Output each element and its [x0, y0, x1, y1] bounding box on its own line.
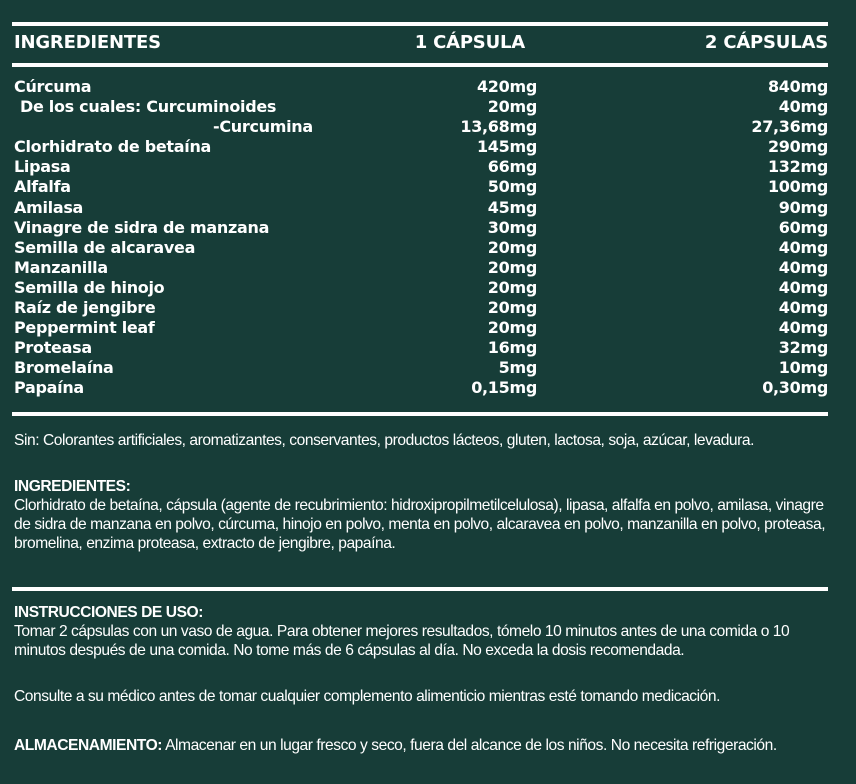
table-row — [14, 117, 828, 137]
table-row — [14, 97, 828, 117]
amount-one-capsule: 16mg — [487, 338, 537, 358]
table-row — [14, 338, 828, 358]
table-row — [14, 358, 828, 378]
ingredient-name: Peppermint leaf — [14, 318, 155, 338]
table-row — [14, 238, 828, 258]
amount-one-capsule: 66mg — [487, 157, 537, 177]
amount-two-capsules: 10mg — [778, 358, 828, 378]
ingredients-section — [14, 477, 836, 553]
section-divider — [12, 587, 828, 591]
ingredients-label: INGREDIENTES: — [14, 478, 131, 495]
top-divider — [12, 22, 828, 26]
ingredient-name: De los cuales: Curcuminoides — [20, 97, 277, 117]
header-ingredient: INGREDIENTES — [14, 32, 161, 53]
ingredient-name: Vinagre de sidra de manzana — [14, 217, 270, 237]
table-row — [14, 378, 828, 398]
header-two-capsules: 2 CÁPSULAS — [704, 32, 828, 53]
amount-two-capsules: 0,30mg — [762, 378, 828, 398]
ingredient-name: Lipasa — [14, 157, 71, 177]
free-from-text: Sin: Colorantes artificiales, aromatizantes, conservantes, productos lácteos, gluten, lactosa, soja, azúcar, levadura. — [14, 432, 754, 449]
ingredient-name: Raíz de jengibre — [14, 298, 156, 318]
ingredients-table — [14, 77, 828, 399]
amount-two-capsules: 40mg — [778, 298, 828, 318]
table-row — [14, 77, 828, 97]
header-one-capsule: 1 CÁPSULA — [414, 32, 525, 53]
amount-two-capsules: 40mg — [778, 277, 828, 297]
amount-one-capsule: 145mg — [476, 137, 537, 157]
ingredient-name: Papaína — [14, 378, 84, 398]
amount-one-capsule: 13,68mg — [460, 117, 537, 137]
amount-one-capsule: 20mg — [487, 257, 537, 277]
amount-two-capsules: 290mg — [767, 137, 828, 157]
table-bottom-divider — [12, 412, 828, 416]
amount-one-capsule: 5mg — [498, 358, 537, 378]
amount-one-capsule: 420mg — [476, 77, 537, 96]
amount-two-capsules: 90mg — [778, 197, 828, 217]
header-divider — [12, 63, 828, 67]
table-row — [14, 157, 828, 177]
table-header — [12, 32, 828, 56]
amount-two-capsules: 60mg — [778, 217, 828, 237]
storage-text: Almacenar en un lugar fresco y seco, fuera del alcance de los niños. No necesita refrigeración. — [165, 737, 777, 754]
amount-one-capsule: 20mg — [487, 277, 537, 297]
storage-label: ALMACENAMIENTO: — [14, 737, 163, 754]
instructions-section — [14, 603, 836, 660]
ingredient-name: Semilla de hinojo — [14, 277, 165, 297]
amount-two-capsules: 40mg — [778, 97, 828, 117]
amount-one-capsule: 20mg — [487, 237, 537, 257]
amount-two-capsules: 840mg — [767, 77, 828, 96]
amount-one-capsule: 45mg — [487, 197, 537, 217]
table-row — [14, 218, 828, 238]
ingredient-name: Proteasa — [14, 338, 92, 358]
ingredient-name: Alfalfa — [14, 177, 71, 197]
amount-two-capsules: 27,36mg — [751, 117, 828, 137]
table-row — [14, 318, 828, 338]
amount-one-capsule: 30mg — [487, 217, 537, 237]
amount-two-capsules: 100mg — [767, 177, 828, 197]
instructions-label: INSTRUCCIONES DE USO: — [14, 604, 203, 621]
amount-two-capsules: 40mg — [778, 237, 828, 257]
ingredient-name: -Curcumina — [213, 117, 313, 137]
table-row — [14, 198, 828, 218]
amount-two-capsules: 40mg — [778, 318, 828, 338]
ingredient-name: Manzanilla — [14, 257, 108, 277]
ingredients-text: Clorhidrato de betaína, cápsula (agente de recubrimiento: hidroxipropilmetilcelulosa), lipasa, alfalfa en polvo, amilasa, vinagre de sidra de manzana en polvo, cúrcuma, hinojo en polvo, menta en polvo, alcaravea en polvo, manzanilla en polvo, proteasa, bromelina, enzima proteasa, extracto de jengibre, papaína. — [14, 497, 826, 552]
ingredient-name: Cúrcuma — [14, 77, 92, 96]
amount-one-capsule: 20mg — [487, 97, 537, 117]
table-row — [14, 137, 828, 157]
amount-one-capsule: 20mg — [487, 298, 537, 318]
ingredient-name: Bromelaína — [14, 358, 114, 378]
amount-one-capsule: 0,15mg — [471, 378, 537, 398]
amount-two-capsules: 32mg — [778, 338, 828, 358]
storage-section — [14, 736, 836, 755]
amount-one-capsule: 50mg — [487, 177, 537, 197]
table-row — [14, 258, 828, 278]
medical-warning: Consulte a su médico antes de tomar cualquier complemento alimenticio mientras esté tomando medicación. — [14, 688, 720, 705]
table-row — [14, 298, 828, 318]
table-row — [14, 278, 828, 298]
ingredient-name: Semilla de alcaravea — [14, 237, 196, 257]
amount-one-capsule: 20mg — [487, 318, 537, 338]
amount-two-capsules: 40mg — [778, 257, 828, 277]
ingredient-name: Amilasa — [14, 197, 84, 217]
amount-two-capsules: 132mg — [767, 157, 828, 177]
ingredient-name: Clorhidrato de betaína — [14, 137, 212, 157]
instructions-text: Tomar 2 cápsulas con un vaso de agua. Para obtener mejores resultados, tómelo 10 minutos antes de una comida o 10 minutos después de una comida. No tome más de 6 cápsulas al día. No exceda la dosis recomendada. — [14, 623, 790, 659]
table-row — [14, 177, 828, 197]
